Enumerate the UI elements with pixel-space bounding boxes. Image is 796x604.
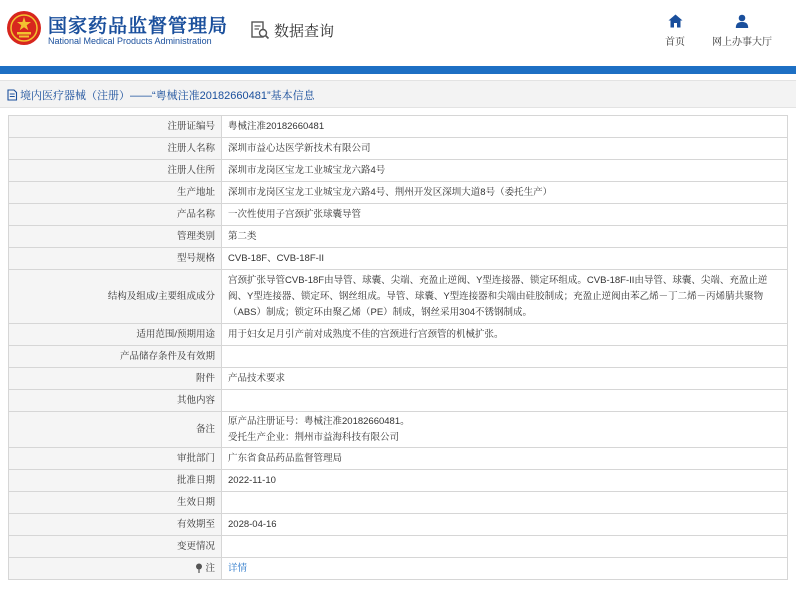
breadcrumb bbox=[6, 87, 315, 103]
row-value: 深圳市龙岗区宝龙工业城宝龙六路4号、荆州开发区深圳大道8号（委托生产） bbox=[222, 182, 788, 204]
site-header bbox=[0, 0, 796, 66]
table-row bbox=[9, 412, 788, 448]
row-label: 注册人名称 bbox=[9, 138, 222, 160]
table-row bbox=[9, 182, 788, 204]
row-label: 产品名称 bbox=[9, 204, 222, 226]
data-query-label: 数据查询 bbox=[274, 22, 335, 40]
breadcrumb-text: 境内医疗器械（注册）——“粤械注准20182660481”基本信息 bbox=[20, 90, 315, 102]
registration-info-table bbox=[8, 115, 788, 580]
nav-home[interactable] bbox=[660, 14, 690, 48]
row-value bbox=[222, 558, 788, 580]
row-label: 生产地址 bbox=[9, 182, 222, 204]
table-row bbox=[9, 270, 788, 324]
table-row bbox=[9, 470, 788, 492]
remark-line: 原产品注册证号：粤械注准20182660481。 bbox=[228, 415, 410, 427]
row-label: 产品储存条件及有效期 bbox=[9, 346, 222, 368]
table-row bbox=[9, 160, 788, 182]
row-label: 注册证编号 bbox=[9, 116, 222, 138]
table-row bbox=[9, 116, 788, 138]
row-value: 一次性使用子宫颈扩张球囊导管 bbox=[222, 204, 788, 226]
row-value bbox=[222, 412, 788, 448]
table-row bbox=[9, 514, 788, 536]
table-row bbox=[9, 226, 788, 248]
row-value: 产品技术要求 bbox=[222, 368, 788, 390]
nav-online-hall[interactable] bbox=[712, 14, 772, 48]
breadcrumb-bar bbox=[0, 80, 796, 108]
row-label: 有效期至 bbox=[9, 514, 222, 536]
row-value: 2028-04-16 bbox=[222, 514, 788, 536]
table-row bbox=[9, 204, 788, 226]
home-icon bbox=[668, 14, 683, 28]
row-value: 广东省食品药品监督管理局 bbox=[222, 448, 788, 470]
remark-line: 受托生产企业：荆州市益海科技有限公司 bbox=[228, 431, 400, 443]
row-value bbox=[222, 346, 788, 368]
row-value: 深圳市益心达医学新技术有限公司 bbox=[222, 138, 788, 160]
table-row bbox=[9, 390, 788, 412]
row-value bbox=[222, 390, 788, 412]
row-value bbox=[222, 492, 788, 514]
user-icon bbox=[735, 14, 749, 28]
row-label: 审批部门 bbox=[9, 448, 222, 470]
data-query-link[interactable] bbox=[250, 19, 334, 41]
national-emblem-icon bbox=[6, 10, 42, 46]
row-value: 第二类 bbox=[222, 226, 788, 248]
row-label: 型号规格 bbox=[9, 248, 222, 270]
row-label: 附件 bbox=[9, 368, 222, 390]
document-search-icon bbox=[250, 20, 270, 40]
row-value: 用于妇女足月引产前对成熟度不佳的宫颈进行宫颈管的机械扩张。 bbox=[222, 324, 788, 346]
table-row bbox=[9, 558, 788, 580]
table-row bbox=[9, 346, 788, 368]
details-link[interactable]: 详情 bbox=[228, 562, 248, 574]
table-row bbox=[9, 492, 788, 514]
table-row bbox=[9, 324, 788, 346]
row-value: CVB-18F、CVB-18F-II bbox=[222, 248, 788, 270]
note-label-cell bbox=[9, 558, 222, 580]
row-label: 变更情况 bbox=[9, 536, 222, 558]
row-label: 备注 bbox=[9, 412, 222, 448]
row-value: 粤械注准20182660481 bbox=[222, 116, 788, 138]
row-value: 2022-11-10 bbox=[222, 470, 788, 492]
nav-home-label: 首页 bbox=[665, 37, 685, 48]
pin-icon bbox=[195, 563, 203, 573]
row-label: 适用范围/预期用途 bbox=[9, 324, 222, 346]
nav-online-hall-label: 网上办事大厅 bbox=[712, 37, 772, 48]
row-label: 生效日期 bbox=[9, 492, 222, 514]
row-label: 结构及组成/主要组成成分 bbox=[9, 270, 222, 324]
table-row bbox=[9, 138, 788, 160]
site-logo-title[interactable]: 国家药品监督管理局 bbox=[48, 16, 229, 37]
table-row bbox=[9, 248, 788, 270]
row-label: 批准日期 bbox=[9, 470, 222, 492]
table-row bbox=[9, 448, 788, 470]
row-value bbox=[222, 536, 788, 558]
row-value: 宫颈扩张导管CVB-18F由导管、球囊、尖端、充盈止逆阀、Y型连接器、锁定环组成。CVB-18F-II由导管、球囊、尖端、充盈止逆阀、Y型连接器、锁定环、钢丝组成。导管、球囊、Y型连接器和尖端由硅胶制成；充盈止逆阀由苯乙烯－丁二烯－丙烯腈共聚物（ABS）制成；锁定环由聚乙烯（PE）制成，钢丝采用304不锈钢制成。 bbox=[222, 270, 788, 324]
document-icon bbox=[6, 89, 18, 101]
header-divider-bar bbox=[0, 66, 796, 74]
row-value: 深圳市龙岗区宝龙工业城宝龙六路4号 bbox=[222, 160, 788, 182]
row-label: 其他内容 bbox=[9, 390, 222, 412]
table-row bbox=[9, 368, 788, 390]
row-label: 注册人住所 bbox=[9, 160, 222, 182]
row-label: 注 bbox=[205, 562, 215, 574]
site-logo-subtitle: National Medical Products Administration bbox=[48, 36, 212, 46]
table-row bbox=[9, 536, 788, 558]
row-label: 管理类别 bbox=[9, 226, 222, 248]
